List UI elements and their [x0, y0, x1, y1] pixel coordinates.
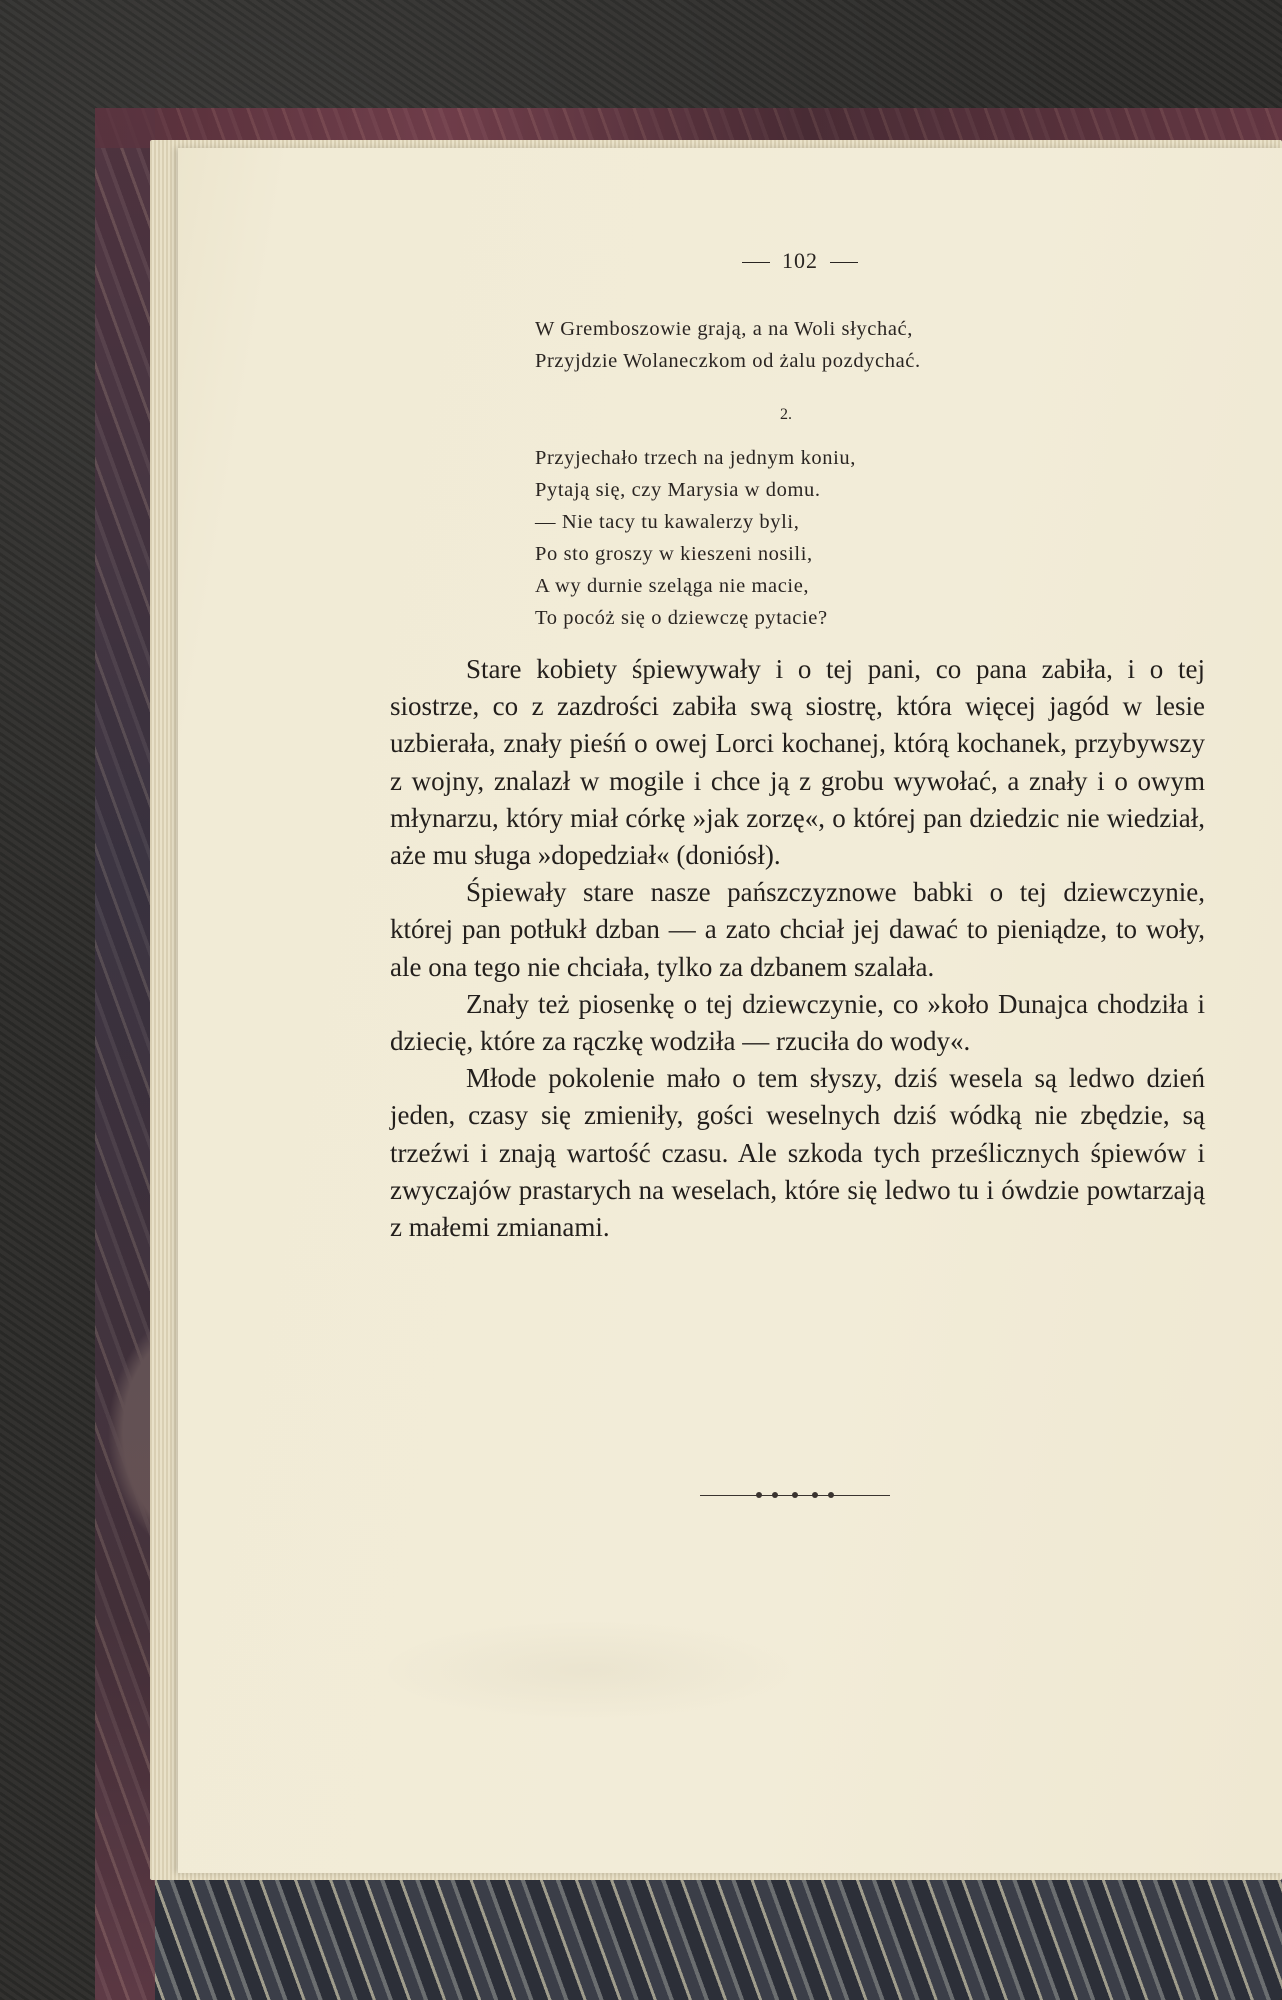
paragraph: Młode pokolenie mało o tem słyszy, dziś wesela są ledwo dzień jeden, czasy się zmieniły, gości weselnych dziś wódką nie zbędzie, są trzeźwi i znają wartość czasu. Ale szkoda tych prześlicznych śpiewów i zwyczajów prastarych na weselach, które się ledwo tu i ówdzie powtarzają z małemi zmianami.: [390, 1063, 1205, 1243]
verse-line: A wy durnie szeląga nie macie,: [535, 575, 810, 597]
ornament-dot: [812, 1492, 818, 1498]
ornament-dot: [792, 1492, 798, 1498]
stanza-number: 2.: [780, 406, 792, 423]
verse-line: W Gremboszowie grają, a na Woli słychać,: [535, 318, 913, 340]
bleed-through-shadow: [380, 1620, 800, 1720]
paragraph: Śpiewały stare nasze pańszczyznowe babki o tej dziewczynie, której pan potłukł dzban — a zato chciał jej dawać to pieniądze, to woły, ale ona tego nie chciała, tylko za dzbanem szalała.: [390, 877, 1205, 982]
verse-line: Przyjdzie Wolaneczkom od żalu pozdychać.: [535, 350, 921, 372]
verse-line: Po sto groszy w kieszeni nosili,: [535, 543, 813, 565]
cover-binding-left: [95, 108, 155, 2000]
verse-line: Przyjechało trzech na jednym koniu,: [535, 447, 856, 469]
verse-line: — Nie tacy tu kawalerzy byli,: [535, 511, 800, 533]
page-number-text: 102: [782, 248, 818, 273]
ornament-dot: [772, 1492, 778, 1498]
prose-body: [390, 651, 1205, 1246]
paragraph: Stare kobiety śpiewywały i o tej pani, co pana zabiła, i o tej siostrze, co z zazdrości zabiła swą siostrę, która więcej jagód w lesie uzbierała, znały pieśń o owej Lorci kochanej, którą kochanek, przybywszy z wojny, znalazł w mogile i chce ją z grobu wywołać, a znały i o owym młynarzu, który miał córkę »jak zorzę«, o której pan dziedzic nie wiedział, aże mu sługa »dopedział« (doniósł).: [390, 654, 1205, 871]
ornament-dot: [828, 1492, 834, 1498]
page-number: [710, 248, 890, 274]
end-ornament: [700, 1490, 890, 1502]
dash-left: [742, 262, 770, 263]
verse-top: [535, 313, 1055, 377]
ornament-dot: [756, 1492, 762, 1498]
verse-line: To pocóż się o dziewczę pytacie?: [535, 607, 828, 629]
paragraph: Znały też piosenkę o tej dziewczynie, co »koło Dunajca chodziła i dziecię, które za rączkę wodziła — rzuciła do wody«.: [390, 988, 1205, 1057]
verse-stanza: [535, 442, 1055, 634]
dash-right: [830, 262, 858, 263]
verse-line: Pytają się, czy Marysia w domu.: [535, 479, 821, 501]
